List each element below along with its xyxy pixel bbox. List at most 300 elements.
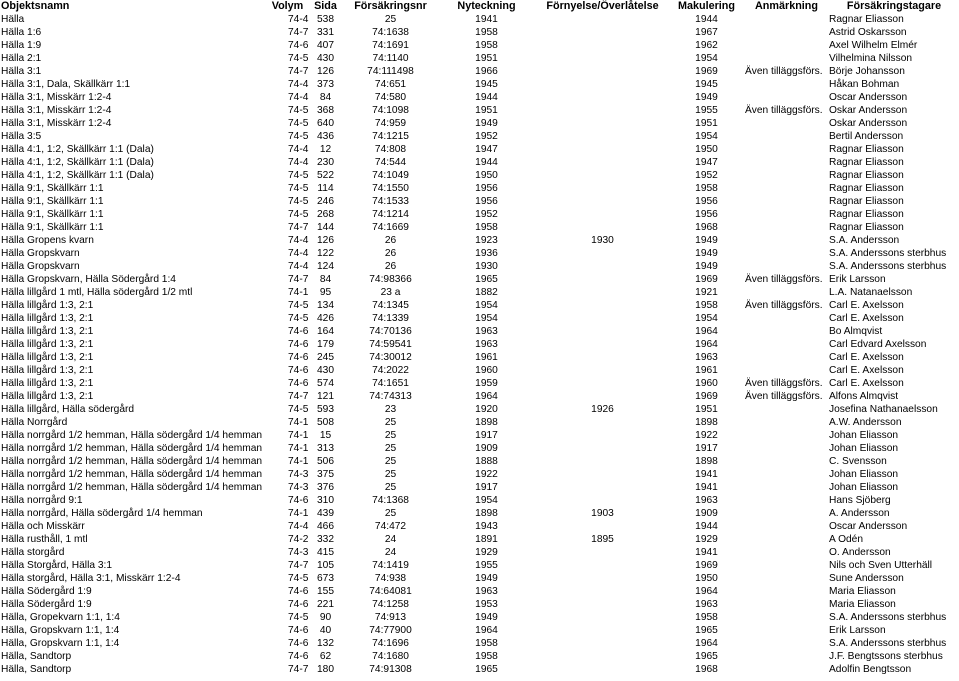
cell-volym: 74-7 — [288, 274, 309, 285]
cell-anmarkning — [744, 221, 828, 234]
cell-anmarkning — [744, 286, 828, 299]
cell-nyteckning: 1936 — [475, 248, 498, 259]
cell-forsakringstagare: Ragnar Eliasson — [829, 222, 904, 233]
cell-sida: 40 — [319, 625, 332, 636]
cell-makulering: 1964 — [695, 339, 718, 350]
cell-makulering: 1969 — [695, 391, 718, 402]
cell-forsakringstagare: Ragnar Eliasson — [829, 14, 904, 25]
cell-volym: 74-2 — [288, 534, 309, 545]
cell-makulering: 1947 — [695, 157, 718, 168]
cell-nyteckning: 1964 — [475, 625, 498, 636]
table-row — [0, 143, 959, 156]
cell-volym: 74-4 — [288, 14, 309, 25]
cell-forsakringsnr: 74:1215 — [372, 131, 409, 142]
cell-nyteckning: 1956 — [475, 183, 498, 194]
cell-forsakringsnr: 74:1691 — [372, 40, 409, 51]
cell-makulering: 1950 — [695, 573, 718, 584]
cell-forsakringsnr: 24 — [384, 534, 397, 545]
cell-nyteckning: 1947 — [475, 144, 498, 155]
cell-nyteckning: 1954 — [475, 313, 498, 324]
cell-volym: 74-6 — [288, 586, 309, 597]
cell-makulering: 1955 — [695, 105, 718, 116]
cell-forsakringsnr: 74:1345 — [372, 300, 409, 311]
cell-objektsnamn: Hälla lillgård 1:3, 2:1 — [1, 300, 94, 311]
cell-forsakringsnr: 74:64081 — [369, 586, 412, 597]
cell-sida: 134 — [317, 300, 334, 311]
cell-makulering: 1941 — [695, 547, 718, 558]
cell-sida: 62 — [319, 651, 332, 662]
cell-objektsnamn: Hälla, Gropskvarn 1:1, 1:4 — [1, 625, 120, 636]
cell-fornyelse — [536, 195, 668, 208]
cell-makulering: 1921 — [695, 287, 718, 298]
column-header-anmarkning: Anmärkning — [755, 0, 818, 12]
cell-sida: 180 — [317, 664, 334, 675]
cell-fornyelse — [536, 442, 668, 455]
cell-anmarkning — [744, 78, 828, 91]
cell-makulering: 1922 — [695, 430, 718, 441]
cell-sida: 90 — [319, 612, 332, 623]
cell-sida: 506 — [317, 456, 334, 467]
cell-objektsnamn: Hälla 3:1, Misskärr 1:2-4 — [1, 105, 112, 116]
cell-fornyelse: 1903 — [591, 508, 614, 519]
cell-volym: 74-6 — [288, 378, 309, 389]
table-row — [0, 481, 959, 494]
cell-anmarkning — [744, 208, 828, 221]
cell-volym: 74-3 — [288, 482, 309, 493]
cell-forsakringstagare: Alfons Almqvist — [829, 391, 899, 402]
cell-nyteckning: 1965 — [475, 274, 498, 285]
table-row — [0, 624, 959, 637]
cell-forsakringsnr: 74:1368 — [372, 495, 409, 506]
table-row — [0, 273, 959, 286]
cell-sida: 368 — [317, 105, 334, 116]
cell-nyteckning: 1954 — [475, 495, 498, 506]
cell-nyteckning: 1888 — [475, 456, 498, 467]
cell-fornyelse — [536, 585, 668, 598]
cell-makulering: 1909 — [695, 508, 718, 519]
cell-objektsnamn: Hälla lillgård 1:3, 2:1 — [1, 352, 94, 363]
cell-nyteckning: 1966 — [475, 66, 498, 77]
cell-anmarkning — [744, 507, 828, 520]
cell-fornyelse — [536, 650, 668, 663]
table-row — [0, 117, 959, 130]
cell-fornyelse — [536, 364, 668, 377]
cell-sida: 179 — [317, 339, 334, 350]
cell-objektsnamn: Hälla Gropskvarn — [1, 248, 80, 259]
cell-anmarkning: Även tilläggsförs. — [745, 378, 823, 389]
cell-fornyelse — [536, 468, 668, 481]
cell-volym: 74-6 — [288, 599, 309, 610]
cell-nyteckning: 1951 — [475, 105, 498, 116]
column-header-forsakringstagare: Försäkringstagare — [846, 0, 942, 12]
cell-fornyelse — [536, 13, 668, 26]
cell-fornyelse — [536, 338, 668, 351]
cell-fornyelse — [536, 78, 668, 91]
cell-makulering: 1961 — [695, 365, 718, 376]
table-row — [0, 585, 959, 598]
cell-nyteckning: 1922 — [475, 469, 498, 480]
cell-forsakringstagare: Josefina Nathanaelsson — [829, 404, 938, 415]
cell-fornyelse — [536, 312, 668, 325]
cell-forsakringsnr: 74:651 — [374, 79, 407, 90]
cell-nyteckning: 1930 — [475, 261, 498, 272]
cell-sida: 522 — [317, 170, 334, 181]
cell-fornyelse — [536, 26, 668, 39]
cell-volym: 74-4 — [288, 261, 309, 272]
cell-volym: 74-5 — [288, 53, 309, 64]
cell-fornyelse — [536, 416, 668, 429]
cell-sida: 313 — [317, 443, 334, 454]
cell-forsakringsnr: 74:74313 — [369, 391, 412, 402]
table-row — [0, 533, 959, 546]
cell-makulering: 1941 — [695, 482, 718, 493]
cell-anmarkning — [744, 533, 828, 546]
cell-nyteckning: 1923 — [475, 235, 498, 246]
table-row — [0, 663, 959, 676]
cell-objektsnamn: Hälla norrgård 1/2 hemman, Hälla södergård 1/4 hemman — [1, 469, 263, 480]
cell-sida: 126 — [317, 66, 334, 77]
cell-nyteckning: 1949 — [475, 118, 498, 129]
cell-forsakringstagare: Oskar Andersson — [829, 105, 908, 116]
cell-fornyelse — [536, 208, 668, 221]
cell-fornyelse — [536, 39, 668, 52]
cell-volym: 74-7 — [288, 222, 309, 233]
cell-forsakringstagare: Ragnar Eliasson — [829, 209, 904, 220]
cell-makulering: 1969 — [695, 274, 718, 285]
cell-objektsnamn: Hälla 1:9 — [1, 40, 42, 51]
cell-forsakringsnr: 74:1638 — [372, 27, 409, 38]
cell-nyteckning: 1949 — [475, 573, 498, 584]
cell-forsakringstagare: Oscar Andersson — [829, 521, 908, 532]
cell-fornyelse — [536, 91, 668, 104]
cell-nyteckning: 1951 — [475, 53, 498, 64]
cell-makulering: 1965 — [695, 651, 718, 662]
cell-anmarkning — [744, 546, 828, 559]
cell-forsakringstagare: S.A. Anderssons sterbhus — [829, 638, 947, 649]
cell-forsakringstagare: Carl E. Axelsson — [829, 378, 904, 389]
cell-objektsnamn: Hälla lillgård 1:3, 2:1 — [1, 326, 94, 337]
cell-makulering: 1944 — [695, 14, 718, 25]
cell-anmarkning: Även tilläggsförs. — [745, 105, 823, 116]
cell-volym: 74-5 — [288, 105, 309, 116]
cell-objektsnamn: Hälla 3:1, Misskärr 1:2-4 — [1, 92, 112, 103]
cell-sida: 593 — [317, 404, 334, 415]
cell-forsakringsnr: 74:91308 — [369, 664, 412, 675]
cell-nyteckning: 1891 — [475, 534, 498, 545]
cell-volym: 74-7 — [288, 66, 309, 77]
cell-makulering: 1969 — [695, 66, 718, 77]
cell-objektsnamn: Hälla lillgård 1:3, 2:1 — [1, 391, 94, 402]
cell-volym: 74-7 — [288, 391, 309, 402]
cell-sida: 121 — [317, 391, 334, 402]
cell-makulering: 1954 — [695, 313, 718, 324]
cell-anmarkning — [744, 325, 828, 338]
cell-fornyelse — [536, 182, 668, 195]
cell-forsakringsnr: 24 — [384, 547, 397, 558]
cell-forsakringstagare: Sune Andersson — [829, 573, 904, 584]
table-row — [0, 546, 959, 559]
cell-forsakringsnr: 25 — [384, 443, 397, 454]
cell-nyteckning: 1958 — [475, 638, 498, 649]
cell-forsakringstagare: J.F. Bengtssons sterbhus — [829, 651, 943, 662]
cell-forsakringstagare: S.A. Andersson — [829, 235, 900, 246]
cell-makulering: 1949 — [695, 235, 718, 246]
cell-anmarkning: Även tilläggsförs. — [745, 66, 823, 77]
table-row — [0, 26, 959, 39]
cell-nyteckning: 1963 — [475, 586, 498, 597]
table-row — [0, 156, 959, 169]
cell-forsakringstagare: Johan Eliasson — [829, 430, 899, 441]
cell-objektsnamn: Hälla 3:1 — [1, 66, 42, 77]
cell-forsakringstagare: Oscar Andersson — [829, 92, 908, 103]
table-row — [0, 338, 959, 351]
cell-anmarkning — [744, 234, 828, 247]
cell-volym: 74-5 — [288, 573, 309, 584]
cell-nyteckning: 1956 — [475, 196, 498, 207]
cell-sida: 155 — [317, 586, 334, 597]
cell-makulering: 1949 — [695, 261, 718, 272]
cell-fornyelse — [536, 143, 668, 156]
table-row — [0, 403, 959, 416]
cell-volym: 74-1 — [288, 287, 309, 298]
cell-forsakringstagare: Bertil Andersson — [829, 131, 904, 142]
cell-objektsnamn: Hälla 9:1, Skällkärr 1:1 — [1, 209, 104, 220]
cell-forsakringstagare: A Odén — [829, 534, 863, 545]
column-header-forsakringsnr: Försäkringsnr — [354, 0, 427, 12]
cell-sida: 15 — [319, 430, 332, 441]
cell-makulering: 1968 — [695, 222, 718, 233]
cell-forsakringsnr: 25 — [384, 456, 397, 467]
cell-makulering: 1956 — [695, 209, 718, 220]
cell-forsakringsnr: 74:1696 — [372, 638, 409, 649]
cell-volym: 74-1 — [288, 456, 309, 467]
cell-forsakringsnr: 25 — [384, 508, 397, 519]
cell-anmarkning — [744, 429, 828, 442]
cell-forsakringsnr: 74:77900 — [369, 625, 412, 636]
cell-forsakringsnr: 74:938 — [374, 573, 407, 584]
table-row — [0, 260, 959, 273]
cell-makulering: 1958 — [695, 183, 718, 194]
cell-fornyelse — [536, 104, 668, 117]
cell-nyteckning: 1953 — [475, 599, 498, 610]
cell-objektsnamn: Hälla 3:1, Misskärr 1:2-4 — [1, 118, 112, 129]
cell-fornyelse — [536, 377, 668, 390]
cell-forsakringstagare: Nils och Sven Utterhäll — [829, 560, 933, 571]
cell-volym: 74-5 — [288, 131, 309, 142]
cell-volym: 74-6 — [288, 495, 309, 506]
cell-objektsnamn: Hälla, Sandtorp — [1, 664, 72, 675]
cell-anmarkning — [744, 494, 828, 507]
cell-volym: 74-5 — [288, 209, 309, 220]
cell-forsakringsnr: 25 — [384, 417, 397, 428]
cell-fornyelse — [536, 455, 668, 468]
cell-makulering: 1956 — [695, 196, 718, 207]
cell-anmarkning — [744, 169, 828, 182]
cell-objektsnamn: Hälla — [1, 14, 25, 25]
cell-nyteckning: 1917 — [475, 482, 498, 493]
cell-objektsnamn: Hälla 4:1, 1:2, Skällkärr 1:1 (Dala) — [1, 170, 154, 181]
cell-volym: 74-4 — [288, 144, 309, 155]
header-row — [0, 0, 959, 13]
cell-makulering: 1950 — [695, 144, 718, 155]
cell-objektsnamn: Hälla norrgård, Hälla södergård 1/4 hemman — [1, 508, 203, 519]
cell-forsakringstagare: Hans Sjöberg — [829, 495, 891, 506]
cell-makulering: 1954 — [695, 131, 718, 142]
cell-makulering: 1958 — [695, 612, 718, 623]
cell-objektsnamn: Hälla norrgård 9:1 — [1, 495, 83, 506]
cell-forsakringsnr: 25 — [384, 14, 397, 25]
cell-nyteckning: 1944 — [475, 92, 498, 103]
cell-objektsnamn: Hälla 4:1, 1:2, Skällkärr 1:1 (Dala) — [1, 157, 154, 168]
table-row — [0, 208, 959, 221]
column-header-volym: Volym — [271, 0, 304, 12]
cell-objektsnamn: Hälla, Gropskvarn 1:1, 1:4 — [1, 638, 120, 649]
cell-sida: 375 — [317, 469, 334, 480]
cell-volym: 74-7 — [288, 664, 309, 675]
cell-fornyelse — [536, 429, 668, 442]
cell-objektsnamn: Hälla lillgård, Hälla södergård — [1, 404, 135, 415]
cell-forsakringsnr: 74:59541 — [369, 339, 412, 350]
table-row — [0, 390, 959, 403]
cell-fornyelse — [536, 247, 668, 260]
table-row — [0, 507, 959, 520]
cell-anmarkning — [744, 91, 828, 104]
cell-nyteckning: 1945 — [475, 79, 498, 90]
cell-fornyelse: 1895 — [591, 534, 614, 545]
cell-forsakringstagare: Ragnar Eliasson — [829, 144, 904, 155]
cell-anmarkning — [744, 13, 828, 26]
cell-sida: 407 — [317, 40, 334, 51]
cell-forsakringsnr: 74:959 — [374, 118, 407, 129]
table-row — [0, 494, 959, 507]
table-row — [0, 104, 959, 117]
cell-sida: 124 — [317, 261, 334, 272]
cell-anmarkning — [744, 598, 828, 611]
table-row — [0, 572, 959, 585]
cell-forsakringstagare: Carl E. Axelsson — [829, 313, 904, 324]
cell-anmarkning — [744, 455, 828, 468]
cell-forsakringstagare: Bo Almqvist — [829, 326, 883, 337]
cell-makulering: 1951 — [695, 118, 718, 129]
cell-anmarkning — [744, 351, 828, 364]
cell-nyteckning: 1958 — [475, 40, 498, 51]
cell-forsakringstagare: A.W. Andersson — [829, 417, 902, 428]
cell-objektsnamn: Hälla, Sandtorp — [1, 651, 72, 662]
cell-fornyelse — [536, 221, 668, 234]
cell-objektsnamn: Hälla Södergård 1:9 — [1, 599, 92, 610]
cell-volym: 74-3 — [288, 547, 309, 558]
cell-forsakringstagare: S.A. Anderssons sterbhus — [829, 612, 947, 623]
cell-fornyelse — [536, 598, 668, 611]
cell-forsakringsnr: 23 a — [380, 287, 401, 298]
cell-forsakringsnr: 74:111498 — [367, 66, 414, 77]
cell-anmarkning: Även tilläggsförs. — [745, 274, 823, 285]
cell-anmarkning — [744, 338, 828, 351]
cell-makulering: 1964 — [695, 586, 718, 597]
table-row — [0, 455, 959, 468]
cell-objektsnamn: Hälla Gropskvarn — [1, 261, 80, 272]
cell-volym: 74-5 — [288, 118, 309, 129]
table-row — [0, 169, 959, 182]
cell-fornyelse — [536, 52, 668, 65]
cell-volym: 74-6 — [288, 40, 309, 51]
cell-nyteckning: 1920 — [475, 404, 498, 415]
cell-forsakringstagare: A. Andersson — [829, 508, 890, 519]
cell-forsakringsnr: 26 — [384, 235, 397, 246]
cell-forsakringstagare: Carl E. Axelsson — [829, 352, 904, 363]
cell-nyteckning: 1965 — [475, 664, 498, 675]
cell-nyteckning: 1958 — [475, 27, 498, 38]
cell-anmarkning — [744, 442, 828, 455]
cell-forsakringstagare: Börje Johansson — [829, 66, 905, 77]
cell-forsakringsnr: 74:808 — [374, 144, 407, 155]
cell-forsakringsnr: 74:1140 — [372, 53, 409, 64]
cell-anmarkning — [744, 247, 828, 260]
cell-nyteckning: 1963 — [475, 339, 498, 350]
cell-anmarkning — [744, 637, 828, 650]
cell-objektsnamn: Hälla lillgård 1 mtl, Hälla södergård 1/2 mtl — [1, 287, 193, 298]
cell-forsakringsnr: 74:2022 — [372, 365, 409, 376]
cell-forsakringstagare: L.A. Natanaelsson — [829, 287, 913, 298]
cell-nyteckning: 1882 — [475, 287, 498, 298]
cell-volym: 74-5 — [288, 183, 309, 194]
cell-makulering: 1963 — [695, 352, 718, 363]
cell-anmarkning — [744, 624, 828, 637]
cell-sida: 84 — [319, 274, 332, 285]
cell-fornyelse — [536, 624, 668, 637]
cell-objektsnamn: Hälla, Gropekvarn 1:1, 1:4 — [1, 612, 120, 623]
cell-sida: 245 — [317, 352, 334, 363]
cell-sida: 164 — [317, 326, 334, 337]
cell-forsakringstagare: Oskar Andersson — [829, 118, 908, 129]
table-row — [0, 598, 959, 611]
cell-anmarkning — [744, 416, 828, 429]
cell-fornyelse — [536, 273, 668, 286]
cell-nyteckning: 1943 — [475, 521, 498, 532]
cell-forsakringsnr: 74:1049 — [372, 170, 409, 181]
cell-objektsnamn: Hälla Norrgård — [1, 417, 68, 428]
cell-objektsnamn: Hälla 9:1, Skällkärr 1:1 — [1, 183, 104, 194]
cell-forsakringsnr: 25 — [384, 482, 397, 493]
cell-forsakringsnr: 74:70136 — [369, 326, 412, 337]
cell-anmarkning — [744, 312, 828, 325]
cell-sida: 332 — [317, 534, 334, 545]
cell-forsakringstagare: Adolfin Bengtsson — [829, 664, 912, 675]
cell-makulering: 1965 — [695, 625, 718, 636]
cell-forsakringstagare: S.A. Anderssons sterbhus — [829, 261, 947, 272]
column-header-nyteckning: Nyteckning — [457, 0, 516, 12]
cell-nyteckning: 1909 — [475, 443, 498, 454]
cell-anmarkning — [744, 663, 828, 676]
cell-anmarkning — [744, 52, 828, 65]
cell-sida: 246 — [317, 196, 334, 207]
cell-fornyelse: 1926 — [591, 404, 614, 415]
cell-volym: 74-5 — [288, 313, 309, 324]
cell-forsakringsnr: 25 — [384, 430, 397, 441]
cell-forsakringsnr: 74:580 — [374, 92, 407, 103]
cell-nyteckning: 1944 — [475, 157, 498, 168]
cell-sida: 430 — [317, 53, 334, 64]
cell-objektsnamn: Hälla storgård, Hälla 3:1, Misskärr 1:2-4 — [1, 573, 181, 584]
cell-sida: 331 — [317, 27, 334, 38]
cell-sida: 376 — [317, 482, 334, 493]
cell-sida: 12 — [319, 144, 332, 155]
cell-nyteckning: 1959 — [475, 378, 498, 389]
cell-objektsnamn: Hälla 9:1, Skällkärr 1:1 — [1, 196, 104, 207]
cell-volym: 74-4 — [288, 79, 309, 90]
cell-objektsnamn: Hälla Södergård 1:9 — [1, 586, 92, 597]
cell-anmarkning — [744, 182, 828, 195]
